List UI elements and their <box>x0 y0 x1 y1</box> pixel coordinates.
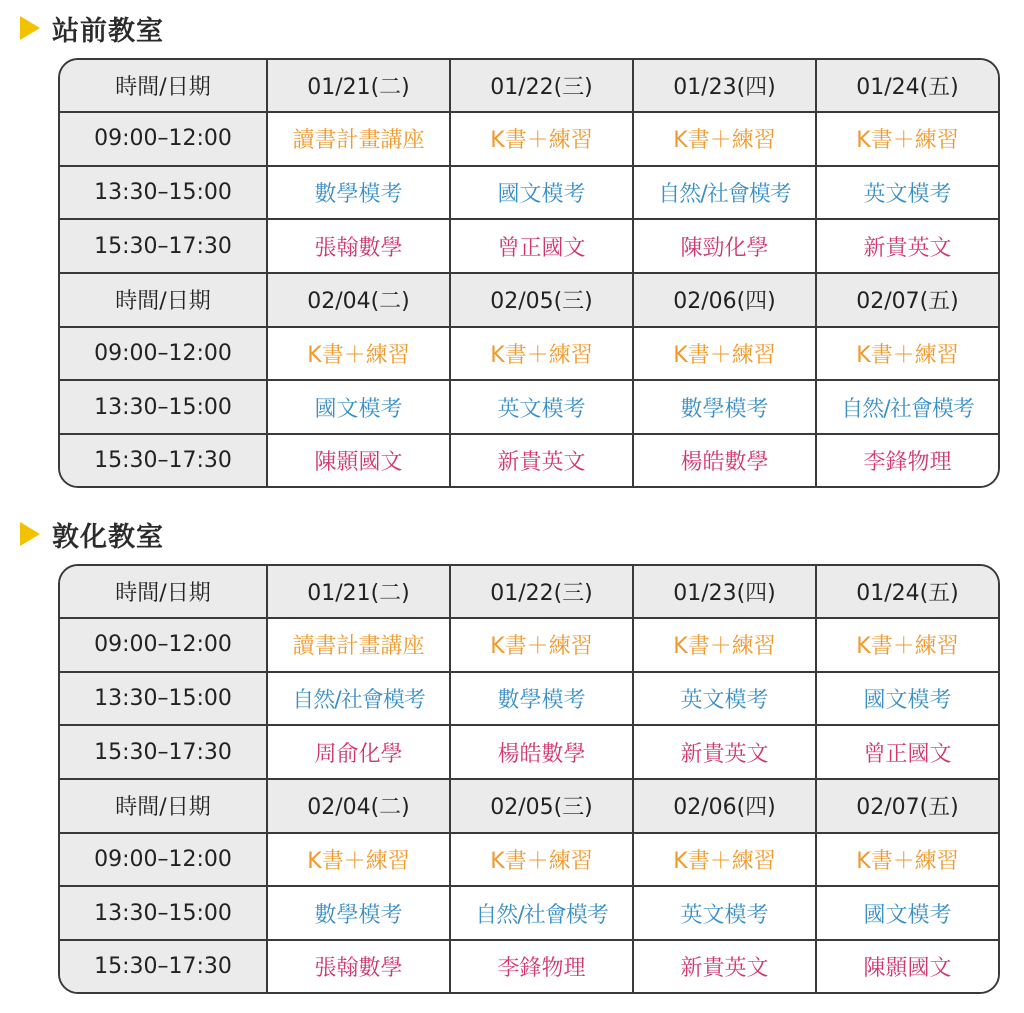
time-slot-cell: 09:00–12:00 <box>60 833 267 887</box>
header-row <box>60 779 998 833</box>
exam-cell: 國文模考 <box>816 886 998 940</box>
exam-cell: 自然/社會模考 <box>450 886 633 940</box>
header-row <box>60 273 998 327</box>
section-heading <box>20 514 164 554</box>
time-slot-cell: 15:30–17:30 <box>60 725 267 779</box>
time-slot-cell: 09:00–12:00 <box>60 112 267 166</box>
header-cell-date: 01/21(二) <box>267 566 450 618</box>
exam-cell: 數學模考 <box>633 380 816 434</box>
header-cell-date: 01/22(三) <box>450 60 633 112</box>
time-slot-cell: 15:30–17:30 <box>60 219 267 273</box>
header-cell-time-date: 時間/日期 <box>60 566 267 618</box>
exam-cell: 數學模考 <box>267 886 450 940</box>
lecture-cell: 新貴英文 <box>633 725 816 779</box>
header-cell-time-date: 時間/日期 <box>60 273 267 327</box>
exam-cell: 國文模考 <box>450 166 633 220</box>
lecture-cell: 新貴英文 <box>816 219 998 273</box>
schedule-grid <box>60 60 998 486</box>
exam-cell: 數學模考 <box>450 672 633 726</box>
lecture-cell: 陳顥國文 <box>816 940 998 992</box>
header-cell-date: 01/21(二) <box>267 60 450 112</box>
activity-cell: K書＋練習 <box>267 327 450 381</box>
triangle-marker-icon <box>20 522 40 546</box>
time-slot-cell: 15:30–17:30 <box>60 940 267 992</box>
exam-cell: 國文模考 <box>267 380 450 434</box>
lecture-cell: 周俞化學 <box>267 725 450 779</box>
header-row <box>60 60 998 112</box>
header-cell-date: 01/23(四) <box>633 60 816 112</box>
activity-cell: K書＋練習 <box>450 618 633 672</box>
exam-cell: 自然/社會模考 <box>267 672 450 726</box>
table-row <box>60 725 998 779</box>
schedule-grid <box>60 566 998 992</box>
exam-cell: 英文模考 <box>633 672 816 726</box>
activity-cell: K書＋練習 <box>450 327 633 381</box>
time-slot-cell: 09:00–12:00 <box>60 327 267 381</box>
header-cell-date: 02/06(四) <box>633 273 816 327</box>
lecture-cell: 楊皓數學 <box>450 725 633 779</box>
exam-cell: 自然/社會模考 <box>816 380 998 434</box>
header-cell-time-date: 時間/日期 <box>60 779 267 833</box>
activity-cell: K書＋練習 <box>633 833 816 887</box>
lecture-cell: 陳顥國文 <box>267 434 450 486</box>
lecture-cell: 張翰數學 <box>267 940 450 992</box>
header-cell-date: 02/07(五) <box>816 273 998 327</box>
header-cell-date: 01/24(五) <box>816 566 998 618</box>
header-row <box>60 566 998 618</box>
activity-cell: K書＋練習 <box>816 327 998 381</box>
table-row <box>60 219 998 273</box>
activity-cell: 讀書計畫講座 <box>267 618 450 672</box>
activity-cell: K書＋練習 <box>450 833 633 887</box>
table-row <box>60 112 998 166</box>
lecture-cell: 新貴英文 <box>633 940 816 992</box>
lecture-cell: 張翰數學 <box>267 219 450 273</box>
header-cell-date: 01/22(三) <box>450 566 633 618</box>
table-row <box>60 940 998 992</box>
table-row <box>60 833 998 887</box>
table-row <box>60 672 998 726</box>
schedule-table <box>58 564 1000 994</box>
time-slot-cell: 13:30–15:00 <box>60 166 267 220</box>
lecture-cell: 楊皓數學 <box>633 434 816 486</box>
table-row <box>60 886 998 940</box>
header-cell-time-date: 時間/日期 <box>60 60 267 112</box>
activity-cell: K書＋練習 <box>816 833 998 887</box>
header-cell-date: 01/23(四) <box>633 566 816 618</box>
lecture-cell: 曾正國文 <box>450 219 633 273</box>
header-cell-date: 02/05(三) <box>450 273 633 327</box>
lecture-cell: 曾正國文 <box>816 725 998 779</box>
time-slot-cell: 09:00–12:00 <box>60 618 267 672</box>
activity-cell: K書＋練習 <box>633 327 816 381</box>
activity-cell: 讀書計畫講座 <box>267 112 450 166</box>
time-slot-cell: 13:30–15:00 <box>60 886 267 940</box>
activity-cell: K書＋練習 <box>816 618 998 672</box>
time-slot-cell: 13:30–15:00 <box>60 672 267 726</box>
time-slot-cell: 13:30–15:00 <box>60 380 267 434</box>
lecture-cell: 李鋒物理 <box>816 434 998 486</box>
schedule-table <box>58 58 1000 488</box>
exam-cell: 自然/社會模考 <box>633 166 816 220</box>
activity-cell: K書＋練習 <box>267 833 450 887</box>
header-cell-date: 02/04(二) <box>267 273 450 327</box>
header-cell-date: 02/05(三) <box>450 779 633 833</box>
activity-cell: K書＋練習 <box>633 112 816 166</box>
header-cell-date: 01/24(五) <box>816 60 998 112</box>
activity-cell: K書＋練習 <box>450 112 633 166</box>
exam-cell: 數學模考 <box>267 166 450 220</box>
lecture-cell: 李鋒物理 <box>450 940 633 992</box>
lecture-cell: 新貴英文 <box>450 434 633 486</box>
activity-cell: K書＋練習 <box>633 618 816 672</box>
triangle-marker-icon <box>20 16 40 40</box>
section-heading <box>20 8 164 48</box>
exam-cell: 英文模考 <box>816 166 998 220</box>
header-cell-date: 02/06(四) <box>633 779 816 833</box>
table-row <box>60 434 998 486</box>
header-cell-date: 02/07(五) <box>816 779 998 833</box>
table-row <box>60 618 998 672</box>
table-row <box>60 327 998 381</box>
section-title: 站前教室 <box>52 15 164 47</box>
section-title: 敦化教室 <box>52 521 164 553</box>
activity-cell: K書＋練習 <box>816 112 998 166</box>
exam-cell: 國文模考 <box>816 672 998 726</box>
lecture-cell: 陳勁化學 <box>633 219 816 273</box>
exam-cell: 英文模考 <box>633 886 816 940</box>
table-row <box>60 380 998 434</box>
exam-cell: 英文模考 <box>450 380 633 434</box>
table-row <box>60 166 998 220</box>
time-slot-cell: 15:30–17:30 <box>60 434 267 486</box>
header-cell-date: 02/04(二) <box>267 779 450 833</box>
